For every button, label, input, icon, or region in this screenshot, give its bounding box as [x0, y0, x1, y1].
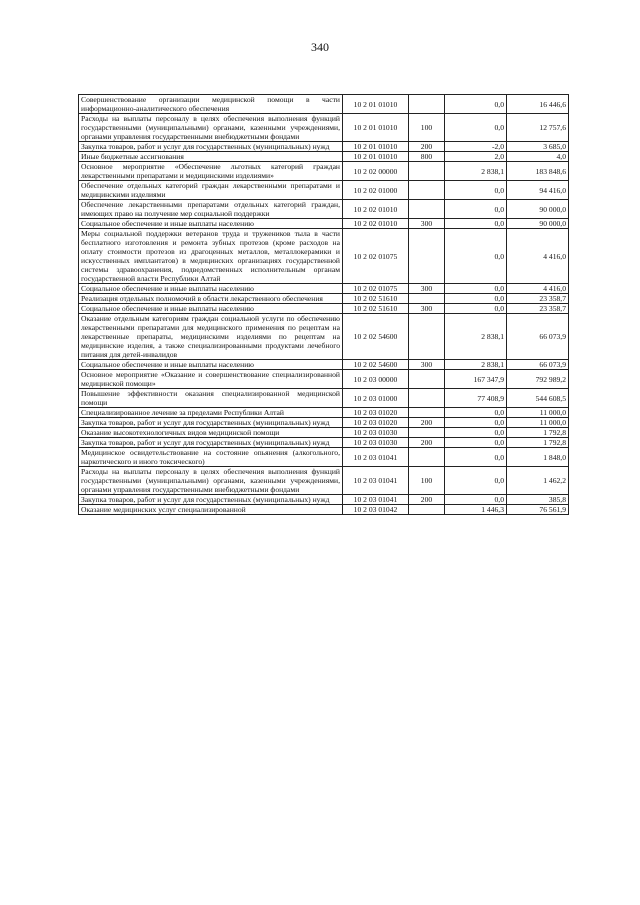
row-amount-change-cell: 0,0 [445, 181, 507, 200]
row-expense-type-cell [409, 370, 445, 389]
row-expense-type-cell [409, 408, 445, 418]
table-row [79, 389, 569, 408]
row-code-cell: 10 2 01 01010 [343, 142, 409, 152]
row-amount-change-cell: 167 347,9 [445, 370, 507, 389]
table-row [79, 152, 569, 162]
row-expense-type-cell: 100 [409, 467, 445, 495]
table-row [79, 114, 569, 142]
row-amount-total-cell: 23 358,7 [507, 304, 569, 314]
table-row [79, 95, 569, 114]
row-amount-change-cell: 2 838,1 [445, 314, 507, 360]
table-row [79, 229, 569, 284]
row-amount-change-cell: 0,0 [445, 114, 507, 142]
table-row [79, 181, 569, 200]
table-row [79, 428, 569, 438]
table-row [79, 142, 569, 152]
row-name-cell: Социальное обеспечение и иные выплаты населению [79, 219, 343, 229]
row-code-cell: 10 2 01 01010 [343, 152, 409, 162]
row-amount-total-cell: 90 000,0 [507, 219, 569, 229]
row-amount-change-cell: 0,0 [445, 304, 507, 314]
row-code-cell: 10 2 02 51610 [343, 304, 409, 314]
row-amount-total-cell: 1 462,2 [507, 467, 569, 495]
row-amount-total-cell: 4 416,0 [507, 229, 569, 284]
row-amount-total-cell: 16 446,6 [507, 95, 569, 114]
row-expense-type-cell [409, 200, 445, 219]
row-name-cell: Обеспечение отдельных категорий граждан лекарственными препаратами и медицинскими изделиями [79, 181, 343, 200]
row-code-cell: 10 2 01 01010 [343, 95, 409, 114]
table-row [79, 200, 569, 219]
row-name-cell: Закупка товаров, работ и услуг для государственных (муниципальных) нужд [79, 142, 343, 152]
row-code-cell: 10 2 02 01010 [343, 200, 409, 219]
row-code-cell: 10 2 03 01042 [343, 505, 409, 515]
table-row [79, 370, 569, 389]
row-name-cell: Оказание отдельным категориям граждан социальной услуги по обеспечению лекарственными препаратами для медицинского применения по рецептам на лекарственные препараты, медицинскими изделиями по рецептам на медицинские изделия, а также специализированными продуктами лечебного питания для детей-инвалидов [79, 314, 343, 360]
row-code-cell: 10 2 02 00000 [343, 162, 409, 181]
row-code-cell: 10 2 03 01041 [343, 448, 409, 467]
row-expense-type-cell [409, 95, 445, 114]
row-name-cell: Медицинское освидетельствование на состояние опьянения (алкогольного, наркотического и иного токсического) [79, 448, 343, 467]
row-code-cell: 10 2 01 01010 [343, 114, 409, 142]
row-amount-change-cell: 0,0 [445, 418, 507, 428]
row-amount-change-cell: 0,0 [445, 428, 507, 438]
row-amount-change-cell: 2 838,1 [445, 360, 507, 370]
row-expense-type-cell [409, 162, 445, 181]
row-code-cell: 10 2 03 01041 [343, 495, 409, 505]
row-expense-type-cell [409, 448, 445, 467]
row-name-cell: Расходы на выплаты персоналу в целях обеспечения выполнения функций государственными (муниципальными) органами, казенными учреждениями, органами управления государственными внебюджетными фондами [79, 467, 343, 495]
row-name-cell: Иные бюджетные ассигнования [79, 152, 343, 162]
row-expense-type-cell: 200 [409, 142, 445, 152]
row-amount-total-cell: 1 848,0 [507, 448, 569, 467]
row-name-cell: Реализация отдельных полномочий в области лекарственного обеспечения [79, 294, 343, 304]
row-expense-type-cell: 300 [409, 219, 445, 229]
row-amount-total-cell: 183 848,6 [507, 162, 569, 181]
row-amount-total-cell: 3 685,0 [507, 142, 569, 152]
row-name-cell: Меры социальной поддержки ветеранов труда и тружеников тыла в части бесплатного изготовления и ремонта зубных протезов (кроме расходов на оплату стоимости протезов из драгоценных металлов, металлокерамики и искусственных имплантатов) в медицинских организациях государственной системы здравоохранения, подведомственных исполнительным органам государственной власти Республики Алтай [79, 229, 343, 284]
row-amount-change-cell: 0,0 [445, 294, 507, 304]
row-expense-type-cell [409, 294, 445, 304]
row-amount-total-cell: 94 416,0 [507, 181, 569, 200]
row-expense-type-cell: 200 [409, 438, 445, 448]
row-amount-change-cell: 0,0 [445, 284, 507, 294]
row-amount-change-cell: 0,0 [445, 200, 507, 219]
row-amount-change-cell: 2,0 [445, 152, 507, 162]
row-name-cell: Оказание медицинских услуг специализированной [79, 505, 343, 515]
row-code-cell: 10 2 03 01030 [343, 428, 409, 438]
row-amount-total-cell: 385,8 [507, 495, 569, 505]
row-expense-type-cell: 100 [409, 114, 445, 142]
row-expense-type-cell [409, 428, 445, 438]
row-name-cell: Закупка товаров, работ и услуг для государственных (муниципальных) нужд [79, 438, 343, 448]
row-name-cell: Социальное обеспечение и иные выплаты населению [79, 360, 343, 370]
row-amount-total-cell: 23 358,7 [507, 294, 569, 304]
table-row [79, 467, 569, 495]
row-name-cell: Повышение эффективности оказания специализированной медицинской помощи [79, 389, 343, 408]
row-amount-total-cell: 1 792,8 [507, 428, 569, 438]
row-amount-change-cell: 0,0 [445, 438, 507, 448]
row-name-cell: Основное мероприятие «Обеспечение льготных категорий граждан лекарственными препаратами и медицинскими изделиями» [79, 162, 343, 181]
row-amount-change-cell: 0,0 [445, 229, 507, 284]
row-name-cell: Расходы на выплаты персоналу в целях обеспечения выполнения функций государственными (муниципальными) органами, казенными учреждениями, органами управления государственными внебюджетными фондами [79, 114, 343, 142]
table-row [79, 314, 569, 360]
row-expense-type-cell: 300 [409, 360, 445, 370]
row-expense-type-cell [409, 229, 445, 284]
table-row [79, 284, 569, 294]
row-amount-total-cell: 11 000,0 [507, 408, 569, 418]
row-code-cell: 10 2 03 01030 [343, 438, 409, 448]
row-name-cell: Совершенствование организации медицинской помощи в части информационно-аналитического обеспечения [79, 95, 343, 114]
budget-table [78, 94, 569, 515]
row-expense-type-cell: 300 [409, 284, 445, 294]
row-amount-total-cell: 4,0 [507, 152, 569, 162]
table-row [79, 219, 569, 229]
row-expense-type-cell [409, 181, 445, 200]
row-code-cell: 10 2 02 01000 [343, 181, 409, 200]
row-code-cell: 10 2 02 01075 [343, 284, 409, 294]
budget-table-body [79, 95, 569, 515]
row-amount-total-cell: 90 000,0 [507, 200, 569, 219]
table-row [79, 505, 569, 515]
row-name-cell: Социальное обеспечение и иные выплаты населению [79, 304, 343, 314]
row-name-cell: Основное мероприятие «Оказание и совершенствование специализированной медицинской помощи» [79, 370, 343, 389]
row-expense-type-cell: 800 [409, 152, 445, 162]
table-row [79, 294, 569, 304]
row-code-cell: 10 2 02 54600 [343, 314, 409, 360]
row-amount-change-cell: 1 446,3 [445, 505, 507, 515]
row-amount-change-cell: 0,0 [445, 495, 507, 505]
row-name-cell: Закупка товаров, работ и услуг для государственных (муниципальных) нужд [79, 495, 343, 505]
row-amount-total-cell: 66 073,9 [507, 360, 569, 370]
row-amount-change-cell: 0,0 [445, 95, 507, 114]
row-code-cell: 10 2 02 01010 [343, 219, 409, 229]
row-code-cell: 10 2 02 01075 [343, 229, 409, 284]
row-name-cell: Обеспечение лекарственными препаратами отдельных категорий граждан, имеющих право на получение мер социальной поддержки [79, 200, 343, 219]
row-expense-type-cell [409, 314, 445, 360]
row-expense-type-cell: 200 [409, 495, 445, 505]
row-name-cell: Специализированное лечение за пределами Республики Алтай [79, 408, 343, 418]
table-row [79, 360, 569, 370]
row-amount-change-cell: 0,0 [445, 467, 507, 495]
row-amount-total-cell: 1 792,8 [507, 438, 569, 448]
table-row [79, 162, 569, 181]
row-amount-change-cell: 77 408,9 [445, 389, 507, 408]
row-amount-change-cell: 0,0 [445, 408, 507, 418]
row-code-cell: 10 2 02 51610 [343, 294, 409, 304]
row-name-cell: Закупка товаров, работ и услуг для государственных (муниципальных) нужд [79, 418, 343, 428]
row-amount-change-cell: 0,0 [445, 219, 507, 229]
row-code-cell: 10 2 02 54600 [343, 360, 409, 370]
table-row [79, 438, 569, 448]
row-expense-type-cell: 200 [409, 418, 445, 428]
page-number: 340 [311, 40, 329, 54]
row-amount-change-cell: -2,0 [445, 142, 507, 152]
row-code-cell: 10 2 03 00000 [343, 370, 409, 389]
row-expense-type-cell: 300 [409, 304, 445, 314]
row-name-cell: Оказание высокотехнологичных видов медицинской помощи [79, 428, 343, 438]
row-amount-total-cell: 544 608,5 [507, 389, 569, 408]
row-amount-total-cell: 792 989,2 [507, 370, 569, 389]
row-code-cell: 10 2 03 01000 [343, 389, 409, 408]
row-amount-total-cell: 4 416,0 [507, 284, 569, 294]
row-code-cell: 10 2 03 01020 [343, 408, 409, 418]
row-expense-type-cell [409, 505, 445, 515]
row-amount-total-cell: 76 561,9 [507, 505, 569, 515]
table-row [79, 304, 569, 314]
table-row [79, 448, 569, 467]
row-expense-type-cell [409, 389, 445, 408]
row-code-cell: 10 2 03 01020 [343, 418, 409, 428]
row-amount-total-cell: 12 757,6 [507, 114, 569, 142]
row-name-cell: Социальное обеспечение и иные выплаты населению [79, 284, 343, 294]
row-amount-total-cell: 11 000,0 [507, 418, 569, 428]
table-row [79, 495, 569, 505]
row-amount-change-cell: 0,0 [445, 448, 507, 467]
row-amount-total-cell: 66 073,9 [507, 314, 569, 360]
table-row [79, 408, 569, 418]
table-row [79, 418, 569, 428]
row-amount-change-cell: 2 838,1 [445, 162, 507, 181]
row-code-cell: 10 2 03 01041 [343, 467, 409, 495]
